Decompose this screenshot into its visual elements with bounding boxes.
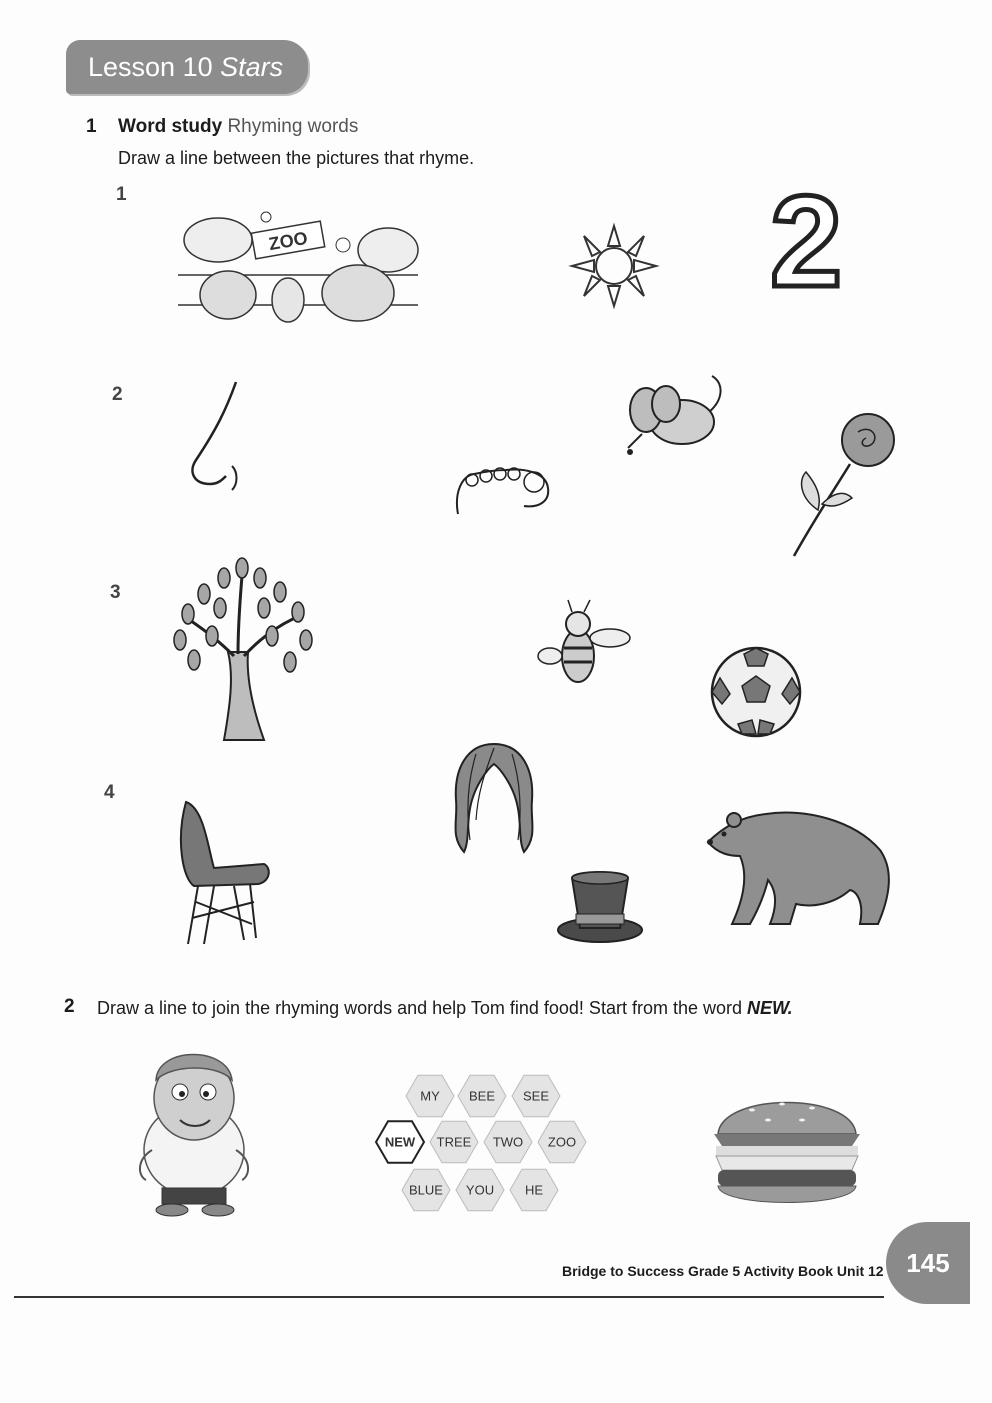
exercise2-number: 2 <box>64 996 75 1017</box>
chair-picture <box>174 798 274 948</box>
rose-picture <box>780 410 900 560</box>
lesson-tab <box>66 40 308 94</box>
page-number: 145 <box>886 1222 970 1304</box>
row-number-3: 3 <box>110 582 121 603</box>
hex-word-bee[interactable] <box>458 1075 506 1117</box>
sun-picture <box>566 222 662 310</box>
hex-word-he[interactable] <box>510 1169 558 1211</box>
exercise2-start-word: NEW. <box>747 998 793 1018</box>
zoo-picture <box>178 205 418 335</box>
exercise2-instruction-line <box>97 998 793 1019</box>
hat-picture <box>556 870 644 944</box>
nose-picture <box>186 380 246 500</box>
toes-picture <box>454 462 554 522</box>
row-number-4: 4 <box>104 782 115 803</box>
svg-text:ZOO: ZOO <box>267 227 310 255</box>
exercise1-title <box>118 116 358 138</box>
exercise1-instruction: Draw a line between the pictures that rhyme. <box>118 148 475 168</box>
hair-picture <box>446 740 542 856</box>
hexagon-word: SEE <box>522 1088 550 1104</box>
tom-character <box>128 1040 262 1216</box>
hex-word-you[interactable] <box>456 1169 504 1211</box>
mouse-picture <box>622 374 732 464</box>
hexagon-word: MY <box>420 1088 440 1104</box>
exercise1-subtitle: Rhyming words <box>227 116 359 137</box>
exercise1-title-main: Word study <box>118 116 223 137</box>
footer-book-title: Bridge to Success Grade 5 Activity Book Unit 12 <box>562 1263 884 1279</box>
hexagon-word: NEW <box>384 1134 416 1150</box>
hexagon-word: BLUE <box>409 1182 443 1198</box>
exercise1-number: 1 <box>86 116 97 137</box>
hexagon-word: ZOO <box>547 1134 577 1150</box>
lesson-label: Lesson 10 <box>88 52 213 82</box>
hexagon-word: YOU <box>465 1182 495 1198</box>
hex-word-blue[interactable] <box>402 1169 450 1211</box>
exercise2-instruction: Draw a line to join the rhyming words and help Tom find food! Start from the word <box>97 998 742 1018</box>
hex-word-my[interactable] <box>406 1075 454 1117</box>
footer-rule <box>14 1296 884 1298</box>
hex-word-zoo[interactable] <box>538 1121 586 1163</box>
hexagon-puzzle <box>370 1066 592 1222</box>
burger-picture <box>712 1084 862 1216</box>
hexagon-word: HE <box>524 1182 544 1198</box>
bear-picture <box>704 800 896 928</box>
hexagon-word: BEE <box>468 1088 496 1104</box>
bee-picture <box>538 598 634 688</box>
hexagon-word: TREE <box>436 1134 472 1150</box>
lesson-topic: Stars <box>220 52 284 82</box>
row-number-1: 1 <box>116 184 127 205</box>
tree-picture <box>164 556 320 742</box>
hex-word-new[interactable] <box>376 1121 424 1163</box>
row-number-2: 2 <box>112 384 123 405</box>
hexagon-word: TWO <box>492 1134 524 1150</box>
hex-word-see[interactable] <box>512 1075 560 1117</box>
ball-picture <box>708 644 804 740</box>
hex-word-tree[interactable] <box>430 1121 478 1163</box>
number-two-picture: 2 <box>770 168 843 314</box>
hex-word-two[interactable] <box>484 1121 532 1163</box>
